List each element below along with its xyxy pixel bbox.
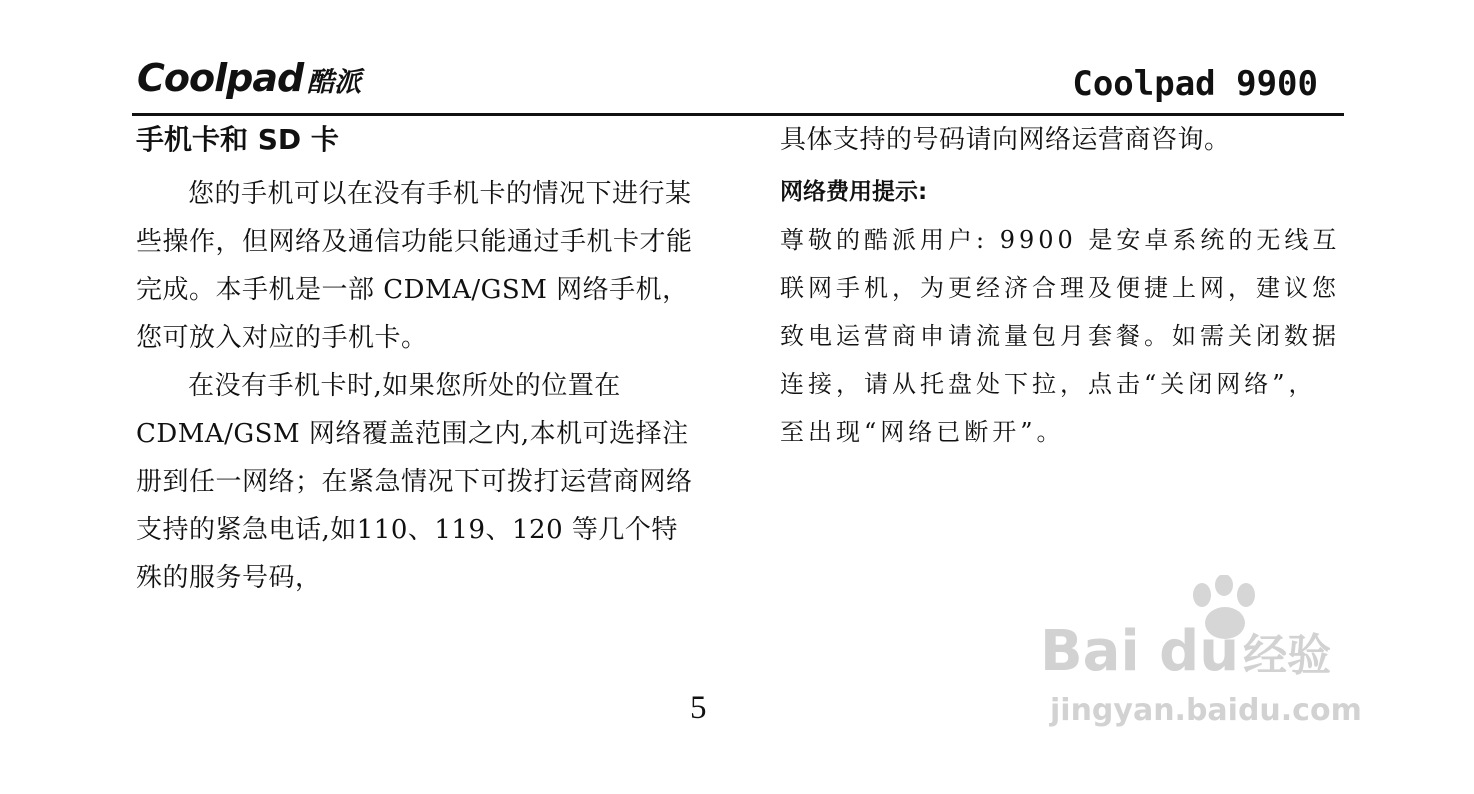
paragraph-sim-card-intro: 您的手机可以在没有手机卡的情况下进行某些操作，但网络及通信功能只能通过手机卡才能完成。本手机是一部 CDMA/GSM 网络手机，您可放入对应的手机卡。 [136, 179, 693, 353]
tip-heading: 网络费用提示: [780, 179, 928, 205]
coolpad-logo [137, 56, 361, 100]
left-column [136, 120, 696, 602]
page-number: 5 [690, 690, 707, 726]
logo-text: Coolpad [137, 56, 304, 100]
tip-body: 尊敬的酷派用户: 9900 是安卓系统的无线互联网手机，为更经济合理及便捷上网，建议您致电运营商申请流量包月套餐。如需关闭数据连接，请从托盘处下拉，点击“关闭网络”，至出现“网络已断开”。 [780, 226, 1341, 446]
model-name: Coolpad 9900 [1072, 64, 1318, 104]
paragraph-emergency-calls: 在没有手机卡时,如果您所处的位置在 CDMA/GSM 网络覆盖范围之内,本机可选择注册到任一网络；在紧急情况下可拨打运营商网络支持的紧急电话,如110、119、120 等几个特殊的服务号码， [136, 371, 693, 593]
right-column [780, 120, 1342, 456]
paragraph-continuation: 具体支持的号码请向网络运营商咨询。 [780, 125, 1231, 155]
baidu-jingyan-watermark [1040, 575, 1380, 740]
watermark-brand-chinese: 经验 [1243, 630, 1332, 681]
logo-chinese-text: 酷派 [307, 67, 362, 98]
watermark-brand-text: Bai du [1040, 619, 1240, 684]
header-divider [132, 113, 1344, 116]
section-heading: 手机卡和 SD 卡 [136, 123, 339, 156]
watermark-brand [1040, 619, 1331, 684]
watermark-url: jingyan.baidu.com [1050, 693, 1362, 728]
